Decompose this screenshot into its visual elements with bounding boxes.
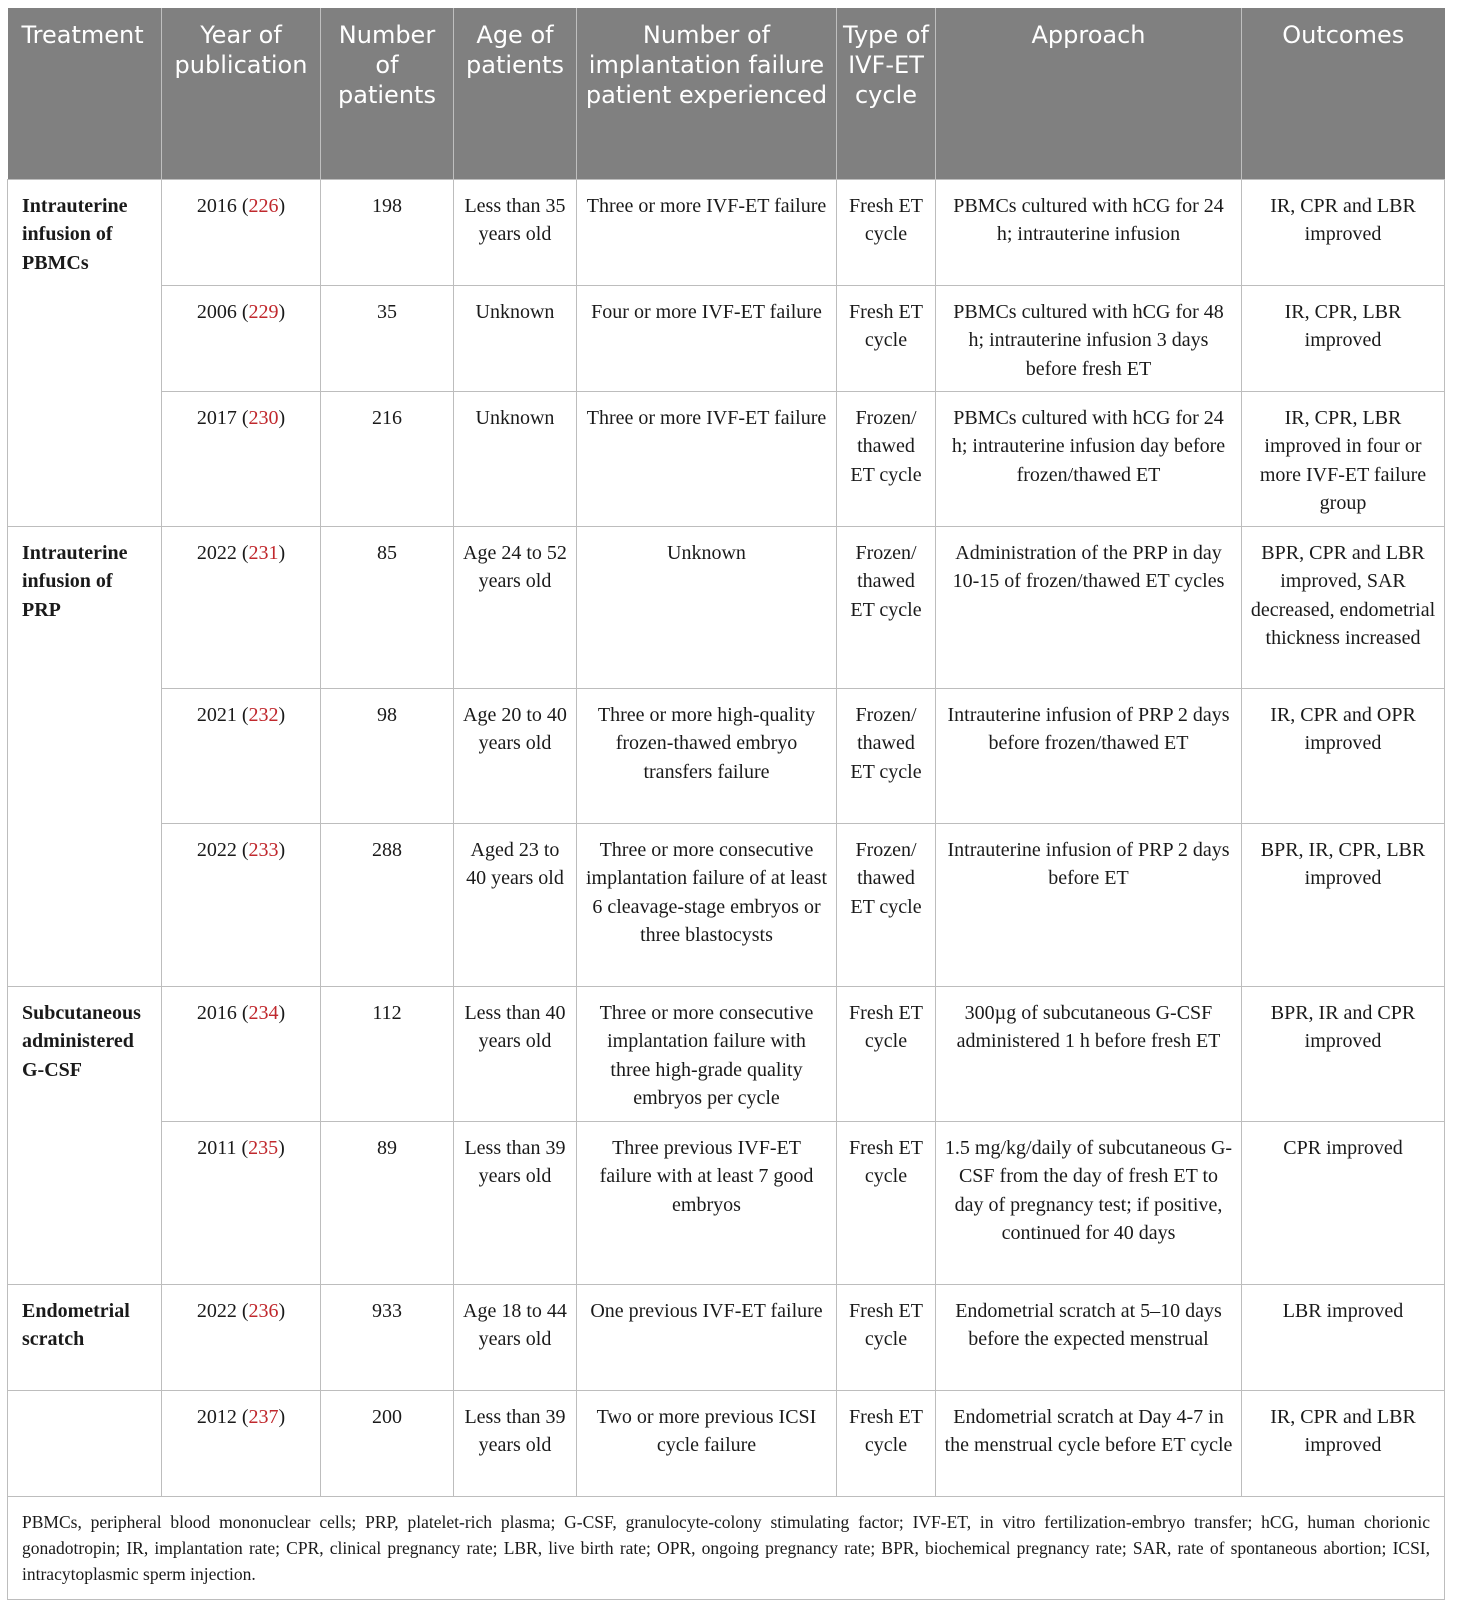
header-approach: Approach [936, 8, 1242, 179]
outcomes-cell: IR, CPR and LBR improved [1242, 1390, 1445, 1496]
patients-count-cell: 112 [321, 986, 454, 1121]
table-row [8, 391, 1445, 526]
approach-cell: Endometrial scratch at Day 4-7 in the menstrual cycle before ET cycle [936, 1390, 1242, 1496]
patients-count-cell: 200 [321, 1390, 454, 1496]
table-row [8, 986, 1445, 1121]
outcomes-cell: IR, CPR and LBR improved [1242, 179, 1445, 285]
table-row [8, 285, 1445, 391]
treatments-table-container [7, 8, 1444, 1600]
age-cell: Age 24 to 52 years old [454, 526, 577, 688]
reference-link[interactable]: 234 [248, 1001, 279, 1024]
treatment-cell: Subcutaneous administered G-CSF [8, 986, 162, 1121]
patients-count-cell: 35 [321, 285, 454, 391]
footnote: PBMCs, peripheral blood mononuclear cells; PRP, platelet-rich plasma; G-CSF, granulocyte-colony stimulating factor; IVF-ET, in vitro fertilization-embryo transfer; hCG, human chorionic gonadotropin; IR, implantation rate; CPR, clinical pregnancy rate; LBR, live birth rate; OPR, ongoing pregnancy rate; BPR, biochemical pregnancy rate; SAR, rate of spontaneous abortion; ICSI, intracytoplasmic sperm injection. [8, 1496, 1445, 1599]
year-cell: 2011 (235) [162, 1121, 321, 1284]
age-cell: Less than 35 years old [454, 179, 577, 285]
cycle-type-cell: Fresh ET cycle [837, 1284, 936, 1390]
age-cell: Unknown [454, 285, 577, 391]
year-value: 2021 [196, 703, 237, 726]
header-number-of-patients: Number of patients [321, 8, 454, 179]
year-value: 2017 [196, 406, 237, 429]
header-failures: Number of implantation failure patient experienced [577, 8, 837, 179]
approach-cell: 300µg of subcutaneous G-CSF administered 1 h before fresh ET [936, 986, 1242, 1121]
patients-count-cell: 933 [321, 1284, 454, 1390]
year-value: 2016 [196, 1001, 237, 1024]
patients-count-cell: 98 [321, 688, 454, 823]
approach-cell: 1.5 mg/kg/daily of subcutaneous G-CSF from the day of fresh ET to day of pregnancy test; if positive, continued for 40 days [936, 1121, 1242, 1284]
table-body [8, 179, 1445, 1496]
year-value: 2011 [197, 1136, 237, 1159]
age-cell: Age 18 to 44 years old [454, 1284, 577, 1390]
age-cell: Unknown [454, 391, 577, 526]
cycle-type-cell: Frozen/ thawed ET cycle [837, 823, 936, 986]
approach-cell: Administration of the PRP in day 10-15 of frozen/thawed ET cycles [936, 526, 1242, 688]
age-cell: Less than 39 years old [454, 1121, 577, 1284]
table-row [8, 179, 1445, 285]
reference-link[interactable]: 235 [248, 1136, 279, 1159]
cycle-type-cell: Fresh ET cycle [837, 1390, 936, 1496]
patients-count-cell: 216 [321, 391, 454, 526]
failures-cell: Three or more IVF-ET failure [577, 391, 837, 526]
table-row [8, 823, 1445, 986]
year-value: 2022 [196, 1299, 237, 1322]
patients-count-cell: 198 [321, 179, 454, 285]
year-cell: 2016 (226) [162, 179, 321, 285]
failures-cell: Three or more high-quality frozen-thawed embryo transfers failure [577, 688, 837, 823]
year-cell: 2006 (229) [162, 285, 321, 391]
outcomes-cell: BPR, CPR and LBR improved, SAR decreased, endometrial thickness increased [1242, 526, 1445, 688]
failures-cell: One previous IVF-ET failure [577, 1284, 837, 1390]
treatments-table [7, 8, 1445, 1600]
approach-cell: Intrauterine infusion of PRP 2 days before frozen/thawed ET [936, 688, 1242, 823]
outcomes-cell: CPR improved [1242, 1121, 1445, 1284]
outcomes-cell: LBR improved [1242, 1284, 1445, 1390]
reference-link[interactable]: 230 [248, 406, 279, 429]
year-value: 2006 [196, 300, 237, 323]
footnote-row [8, 1496, 1445, 1599]
treatment-cell-empty [8, 391, 162, 526]
reference-link[interactable]: 236 [248, 1299, 279, 1322]
failures-cell: Three or more consecutive implantation failure with three high-grade quality embryos per cycle [577, 986, 837, 1121]
year-cell: 2017 (230) [162, 391, 321, 526]
cycle-type-cell: Fresh ET cycle [837, 1121, 936, 1284]
outcomes-cell: IR, CPR, LBR improved [1242, 285, 1445, 391]
year-cell: 2022 (231) [162, 526, 321, 688]
year-cell: 2022 (233) [162, 823, 321, 986]
reference-link[interactable]: 229 [248, 300, 279, 323]
treatment-cell-empty [8, 688, 162, 823]
header-year: Year of publication [162, 8, 321, 179]
table-row [8, 1390, 1445, 1496]
year-value: 2016 [196, 194, 237, 217]
year-cell: 2022 (236) [162, 1284, 321, 1390]
reference-link[interactable]: 233 [248, 838, 279, 861]
table-row [8, 526, 1445, 688]
header-row [8, 8, 1445, 179]
failures-cell: Three previous IVF-ET failure with at least 7 good embryos [577, 1121, 837, 1284]
failures-cell: Two or more previous ICSI cycle failure [577, 1390, 837, 1496]
year-value: 2022 [196, 838, 237, 861]
approach-cell: Endometrial scratch at 5–10 days before the expected menstrual [936, 1284, 1242, 1390]
approach-cell: PBMCs cultured with hCG for 24 h; intrauterine infusion day before frozen/thawed ET [936, 391, 1242, 526]
cycle-type-cell: Frozen/ thawed ET cycle [837, 526, 936, 688]
treatment-cell: Endometrial scratch [8, 1284, 162, 1390]
treatment-cell-empty [8, 1121, 162, 1284]
patients-count-cell: 85 [321, 526, 454, 688]
approach-cell: Intrauterine infusion of PRP 2 days before ET [936, 823, 1242, 986]
reference-link[interactable]: 232 [248, 703, 279, 726]
age-cell: Age 20 to 40 years old [454, 688, 577, 823]
outcomes-cell: IR, CPR, LBR improved in four or more IVF-ET failure group [1242, 391, 1445, 526]
table-row [8, 1284, 1445, 1390]
patients-count-cell: 288 [321, 823, 454, 986]
reference-link[interactable]: 231 [248, 541, 279, 564]
year-cell: 2012 (237) [162, 1390, 321, 1496]
cycle-type-cell: Fresh ET cycle [837, 986, 936, 1121]
failures-cell: Three or more IVF-ET failure [577, 179, 837, 285]
approach-cell: PBMCs cultured with hCG for 24 h; intrauterine infusion [936, 179, 1242, 285]
age-cell: Aged 23 to 40 years old [454, 823, 577, 986]
failures-cell: Three or more consecutive implantation failure of at least 6 cleavage-stage embryos or three blastocysts [577, 823, 837, 986]
treatment-cell-empty [8, 823, 162, 986]
cycle-type-cell: Frozen/ thawed ET cycle [837, 688, 936, 823]
year-value: 2022 [196, 541, 237, 564]
cycle-type-cell: Frozen/ thawed ET cycle [837, 391, 936, 526]
reference-link[interactable]: 226 [248, 194, 279, 217]
year-cell: 2021 (232) [162, 688, 321, 823]
header-treatment: Treatment [8, 8, 162, 179]
treatment-cell: Intrauterine infusion of PBMCs [8, 179, 162, 285]
year-cell: 2016 (234) [162, 986, 321, 1121]
table-row [8, 688, 1445, 823]
year-value: 2012 [196, 1405, 237, 1428]
cycle-type-cell: Fresh ET cycle [837, 285, 936, 391]
header-cycle-type: Type of IVF-ET cycle [837, 8, 936, 179]
reference-link[interactable]: 237 [248, 1405, 279, 1428]
treatment-cell-empty [8, 1390, 162, 1496]
header-outcomes: Outcomes [1242, 8, 1445, 179]
outcomes-cell: BPR, IR and CPR improved [1242, 986, 1445, 1121]
treatment-cell: Intrauterine infusion of PRP [8, 526, 162, 688]
failures-cell: Four or more IVF-ET failure [577, 285, 837, 391]
outcomes-cell: BPR, IR, CPR, LBR improved [1242, 823, 1445, 986]
approach-cell: PBMCs cultured with hCG for 48 h; intrauterine infusion 3 days before fresh ET [936, 285, 1242, 391]
table-header [8, 8, 1445, 179]
header-age: Age of patients [454, 8, 577, 179]
patients-count-cell: 89 [321, 1121, 454, 1284]
cycle-type-cell: Fresh ET cycle [837, 179, 936, 285]
treatment-cell-empty [8, 285, 162, 391]
age-cell: Less than 40 years old [454, 986, 577, 1121]
failures-cell: Unknown [577, 526, 837, 688]
age-cell: Less than 39 years old [454, 1390, 577, 1496]
table-row [8, 1121, 1445, 1284]
outcomes-cell: IR, CPR and OPR improved [1242, 688, 1445, 823]
